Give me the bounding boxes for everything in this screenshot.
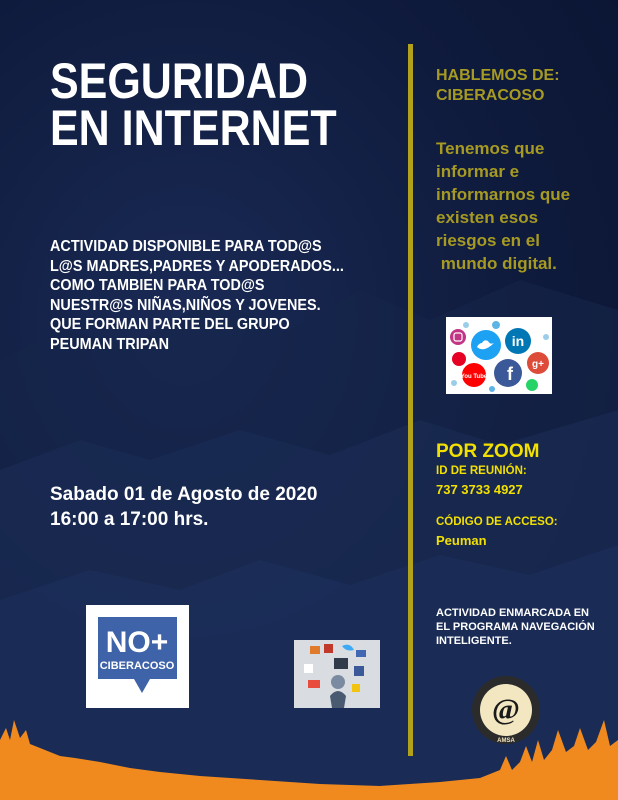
program-text [436, 606, 595, 648]
meeting-id-label: ID DE REUNIÓN: [436, 465, 527, 477]
topic-body-line: informarnos que [436, 185, 571, 204]
social-media-image [446, 317, 552, 394]
access-code-label: CÓDIGO DE ACCESO: [436, 516, 558, 528]
audience-text [50, 237, 385, 354]
instagram-icon [450, 329, 466, 345]
event-date: Sabado 01 de Agosto de 2020 [50, 484, 318, 505]
event-time: 16:00 a 17:00 hrs. [50, 509, 209, 530]
title-line-1: SEGURIDAD [50, 53, 309, 109]
topic-heading-line-2: CIBERACOSO [436, 87, 545, 104]
event-datetime [50, 482, 318, 532]
svg-text:AMSA: AMSA [497, 738, 515, 744]
title-line-2: EN INTERNET [50, 100, 337, 156]
audience-line: COMO TAMBIEN PARA TOD@S [50, 277, 265, 294]
social-illustration [294, 640, 380, 708]
program-line: EL PROGRAMA NAVEGACIÓN [436, 621, 595, 633]
audience-line: QUE FORMAN PARTE DEL GRUPO [50, 316, 290, 333]
topic-body-line: mundo digital. [436, 254, 557, 273]
social-icons-cluster [446, 317, 552, 394]
person-with-devices-illustration [294, 640, 380, 708]
svg-text:NO+: NO+ [105, 626, 169, 659]
svg-text:f: f [507, 364, 513, 384]
topic-body-line: existen esos [436, 208, 539, 227]
topic-heading [436, 66, 560, 106]
whatsapp-icon [526, 379, 538, 391]
audience-line: ACTIVIDAD DISPONIBLE PARA TOD@S [50, 238, 322, 255]
meeting-id: 737 3733 4927 [436, 482, 523, 497]
svg-text:@: @ [492, 693, 520, 726]
topic-body [436, 137, 570, 275]
no-ciberacoso-logo [86, 605, 189, 708]
audience-line: NUESTR@S NIÑAS,NIÑOS Y JOVENES. [50, 296, 321, 314]
topic-heading-line-1: HABLEMOS DE: [436, 67, 560, 84]
svg-text:CIBERACOSO: CIBERACOSO [99, 660, 175, 672]
topic-body-line: riesgos en el [436, 231, 540, 250]
program-line: INTELIGENTE. [436, 635, 512, 647]
audience-line: PEUMAN TRIPAN [50, 335, 170, 353]
svg-text:in: in [511, 333, 525, 349]
speech-bubble-logo [86, 605, 189, 708]
pinterest-icon [452, 352, 466, 366]
page-title [50, 53, 337, 156]
zoom-title: POR ZOOM [436, 441, 540, 462]
svg-text:You Tube: You Tube [460, 374, 488, 380]
vertical-divider [408, 44, 413, 756]
orange-forest-silhouette [0, 700, 618, 800]
audience-line: L@S MADRES,PADRES Y APODERADOS... [50, 257, 344, 275]
svg-text:g+: g+ [532, 359, 544, 370]
program-line: ACTIVIDAD ENMARCADA EN [436, 607, 589, 619]
access-code: Peuman [436, 533, 487, 548]
topic-body-line: informar e [436, 162, 520, 181]
topic-body-line: Tenemos que [436, 139, 545, 158]
